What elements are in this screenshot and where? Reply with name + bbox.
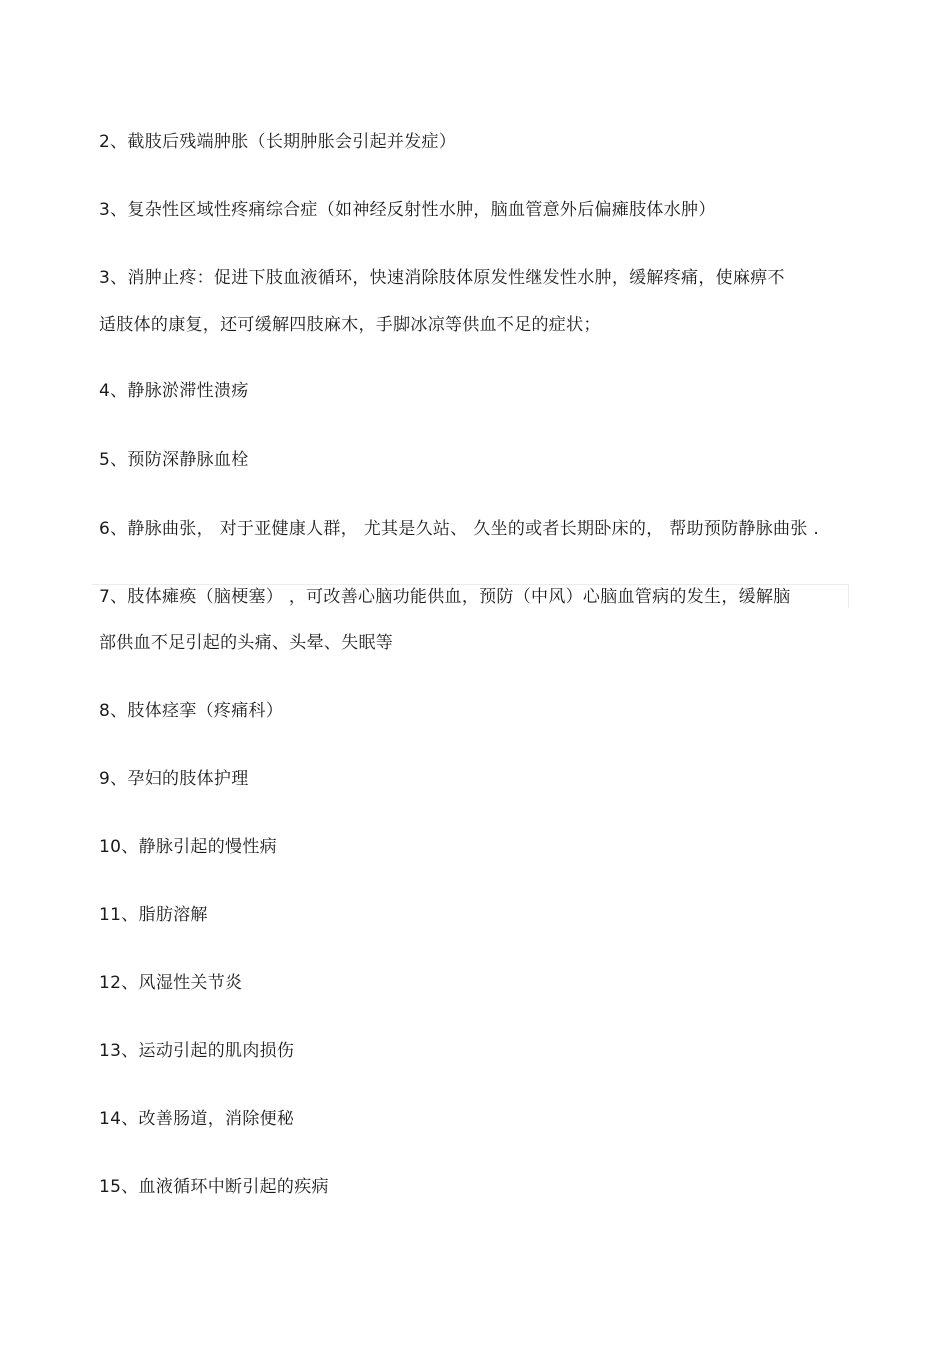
text-line: 12、风湿性关节炎 — [99, 973, 243, 993]
text-line: 4、静脉淤滞性溃疡 — [99, 381, 249, 401]
text-line: 部供血不足引起的头痛、头晕、失眠等 — [99, 633, 394, 653]
text-line: 适肢体的康复，还可缓解四肢麻木，手脚冰凉等供血不足的症状； — [99, 315, 601, 335]
text-line: 2、截肢后残端肿胀（长期肿胀会引起并发症） — [99, 132, 457, 152]
text-line: 3、复杂性区域性疼痛综合症（如神经反射性水肿，脑血管意外后偏瘫肢体水肿） — [99, 200, 716, 220]
text-line: 11、脂肪溶解 — [99, 905, 208, 925]
text-line: 5、预防深静脉血栓 — [99, 450, 249, 470]
text-line: 6、静脉曲张， 对于亚健康人群， 尤其是久站、 久坐的或者长期卧床的， 帮助预防静脉曲张 . — [99, 519, 820, 539]
text-line: 8、肢体痉挛（疼痛科） — [99, 701, 284, 721]
text-line: 7、肢体瘫痪（脑梗塞） ，可改善心脑功能供血，预防（中风）心脑血管病的发生，缓解脑 — [99, 587, 791, 607]
text-line: 14、改善肠道，消除便秘 — [99, 1109, 295, 1129]
text-line: 3、消肿止疼：促进下肢血液循环，快速消除肢体原发性继发性水肿，缓解疼痛，使麻痹不 — [99, 268, 785, 288]
text-line: 13、运动引起的肌肉损伤 — [99, 1041, 295, 1061]
text-line: 9、孕妇的肢体护理 — [99, 769, 249, 789]
text-line: 10、静脉引起的慢性病 — [99, 837, 277, 857]
text-line: 15、血液循环中断引起的疾病 — [99, 1177, 329, 1197]
